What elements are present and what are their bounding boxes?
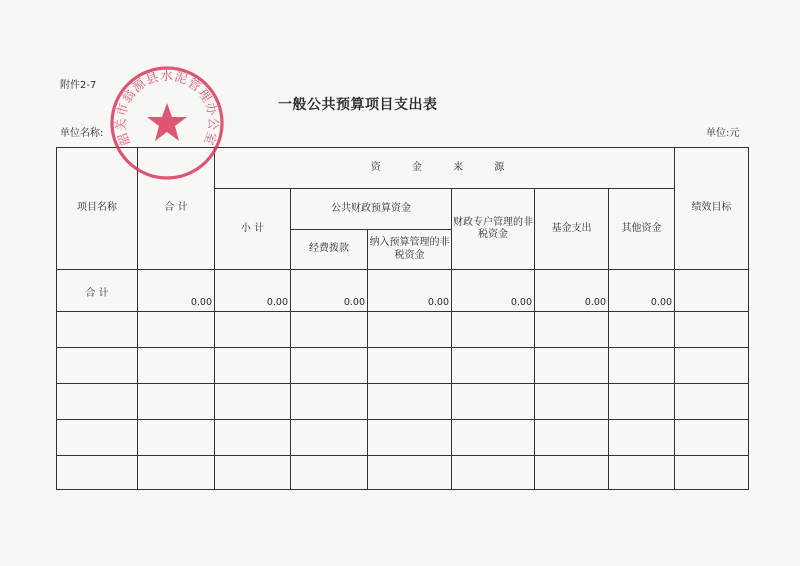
document-title: 一般公共预算项目支出表 xyxy=(278,97,438,113)
expenditure-table xyxy=(56,147,749,490)
total-row-fund-expense: 0.00 xyxy=(535,270,609,312)
table-row xyxy=(57,312,749,348)
header-public-budget-funds: 公共财政预算资金 xyxy=(291,189,452,230)
header-funding-source: 资 金 来 源 xyxy=(215,148,675,189)
header-performance-target: 绩效目标 xyxy=(675,148,749,270)
total-row-special-nontax: 0.00 xyxy=(452,270,535,312)
table-row xyxy=(57,420,749,456)
header-total: 合 计 xyxy=(138,148,215,270)
attachment-label: 附件2-7 xyxy=(60,80,97,91)
header-other-funds: 其他资金 xyxy=(609,189,675,270)
header-appropriation: 经费拨款 xyxy=(291,230,368,270)
total-row-performance xyxy=(675,270,749,312)
seal-star-icon xyxy=(147,103,187,141)
total-row-label: 合 计 xyxy=(57,270,138,312)
official-seal-stamp xyxy=(108,64,226,182)
header-fund-expense: 基金支出 xyxy=(535,189,609,270)
table-row xyxy=(57,348,749,384)
svg-text:韶关市翁源县水泥管理办公室: 韶关市翁源县水泥管理办公室 xyxy=(112,68,222,148)
total-row-total: 0.00 xyxy=(138,270,215,312)
unit-name-label: 单位名称: xyxy=(60,128,104,139)
table-row xyxy=(57,384,749,420)
total-row-included-nontax: 0.00 xyxy=(368,270,452,312)
currency-unit-label: 单位:元 xyxy=(706,128,740,139)
header-subtotal: 小 计 xyxy=(215,189,291,270)
total-row-appropriation: 0.00 xyxy=(291,270,368,312)
header-special-account-nontax: 财政专户管理的非税资金 xyxy=(452,189,535,270)
table-row xyxy=(57,456,749,490)
header-included-nontax: 纳入预算管理的非税资金 xyxy=(368,230,452,270)
table-row-total xyxy=(57,270,749,312)
header-project-name: 项目名称 xyxy=(57,148,138,270)
total-row-subtotal: 0.00 xyxy=(215,270,291,312)
total-row-other-funds: 0.00 xyxy=(609,270,675,312)
